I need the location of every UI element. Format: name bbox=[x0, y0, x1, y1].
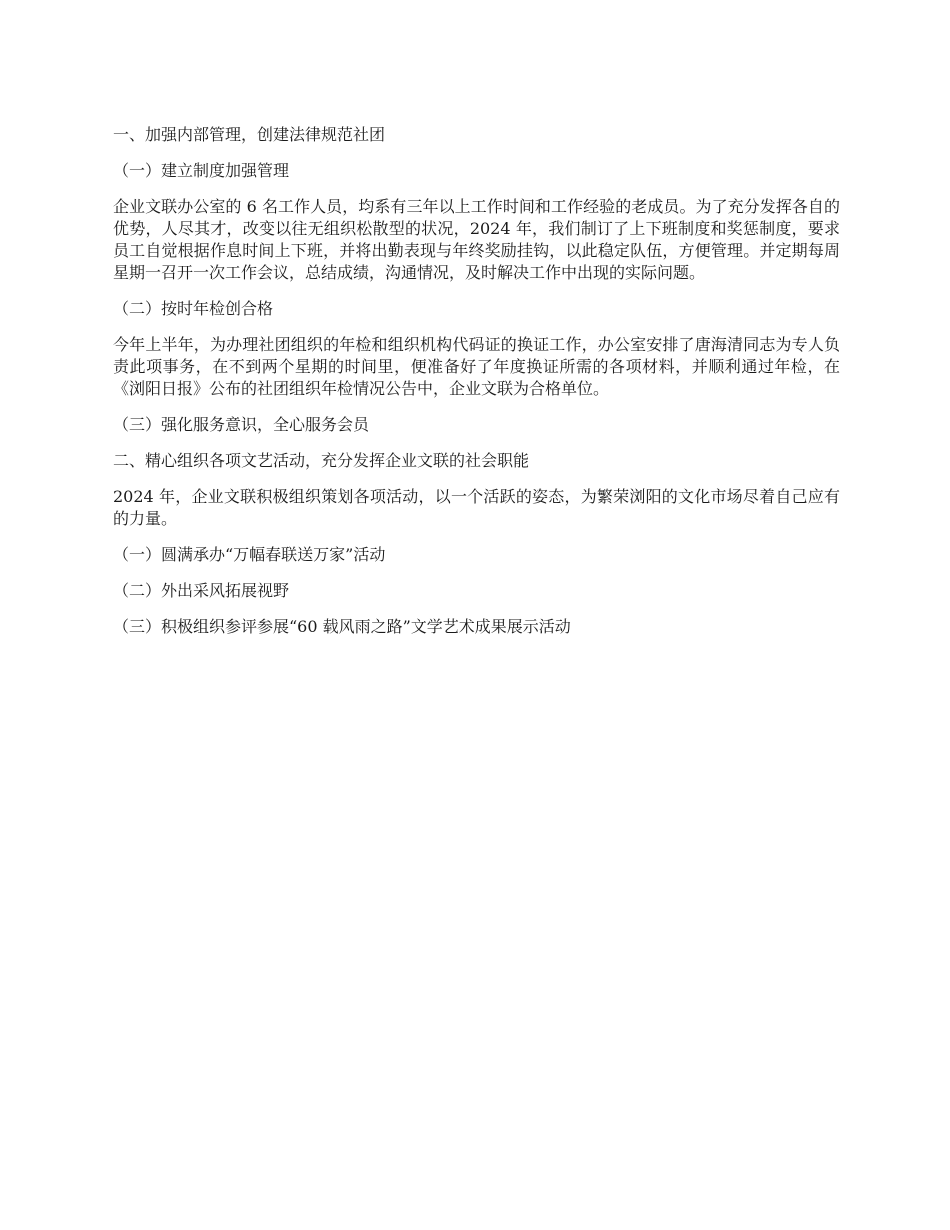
subsection-heading-2-1: （一）圆满承办“万幅春联送万家”活动 bbox=[113, 545, 386, 564]
subsection-heading-1-2: （二）按时年检创合格 bbox=[113, 299, 274, 318]
body-paragraph-3: 2024 年，企业文联积极组织策划各项活动，以一个活跃的姿态，为繁荣浏阳的文化市场尽着自己应有的力量。 bbox=[113, 487, 840, 528]
body-paragraph-1: 企业文联办公室的 6 名工作人员，均系有三年以上工作时间和工作经验的老成员。为了充分发挥各自的优势，人尽其才，改变以往无组织松散型的状况，2024 年，我们制订了上下班制度和奖惩制度，要求员工自觉根据作息时间上下班，并将出勤表现与年终奖励挂钩，以此稳定队伍，方便管理。并定期每周星期一召开一次工作会议，总结成绩，沟通情况，及时解决工作中出现的实际问题。 bbox=[113, 197, 840, 282]
subsection-heading-2-2: （二）外出采风拓展视野 bbox=[113, 581, 290, 600]
section-heading-1: 一、加强内部管理，创建法律规范社团 bbox=[113, 125, 386, 144]
subsection-heading-2-3: （三）积极组织参评参展“60 载风雨之路”文学艺术成果展示活动 bbox=[113, 617, 571, 636]
body-paragraph-2: 今年上半年，为办理社团组织的年检和组织机构代码证的换证工作，办公室安排了唐海清同志为专人负责此项事务，在不到两个星期的时间里，便准备好了年度换证所需的各项材料，并顺利通过年检，在《浏阳日报》公布的社团组织年检情况公告中，企业文联为合格单位。 bbox=[113, 335, 840, 398]
subsection-heading-1-1: （一）建立制度加强管理 bbox=[113, 161, 290, 180]
document-page bbox=[113, 124, 840, 652]
subsection-heading-1-3: （三）强化服务意识，全心服务会员 bbox=[113, 415, 370, 434]
section-heading-2: 二、精心组织各项文艺活动，充分发挥企业文联的社会职能 bbox=[113, 451, 530, 470]
